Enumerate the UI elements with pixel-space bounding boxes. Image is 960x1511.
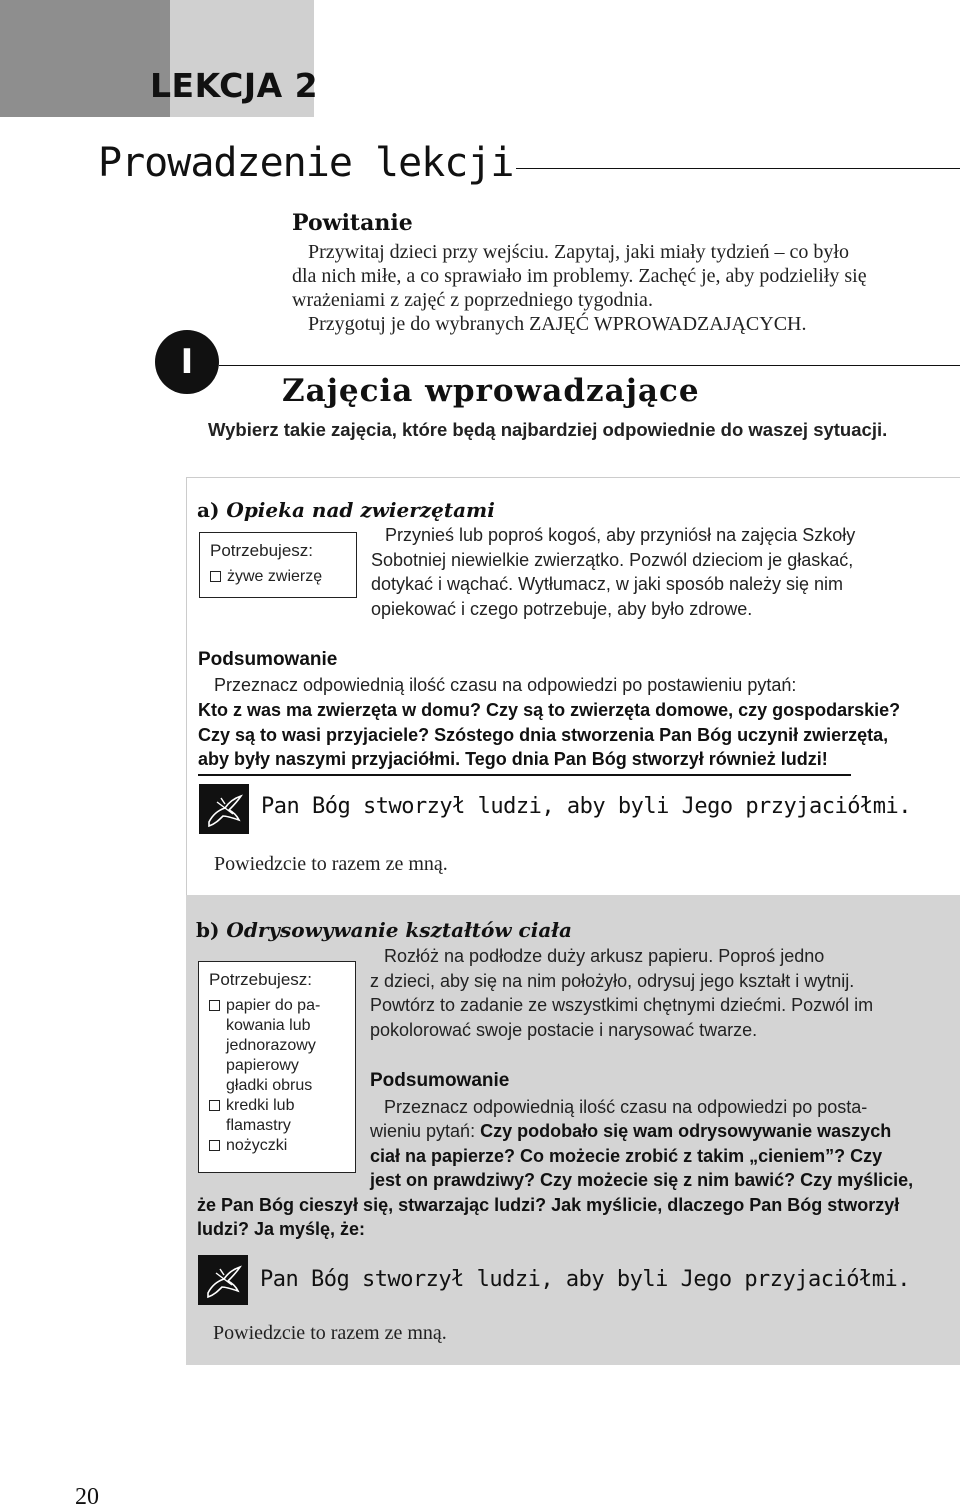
question-line: aby były naszymi przyjaciółmi. Tego dnia Pan Bóg stworzył również ludzi! [198,749,828,769]
activity-a-description [371,523,951,621]
activity-b-summary-line [370,1119,891,1144]
title-rule [516,168,960,169]
activity-a-summary-intro: Przeznacz odpowiednią ilość czasu na odpowiedzi po postawieniu pytań: [214,675,797,695]
greeting-line: dla nich miłe, a co sprawiało im problemy. Zachęć je, aby podzieliły się [292,265,867,287]
activity-a-title-text: Opieka nad zwierzętami [226,498,495,522]
activity-a-needs-box [199,532,357,598]
needs-item-label [226,1096,294,1136]
needs-item-line: flamastry [226,1117,291,1134]
needs-item [209,1096,345,1136]
activity-b-description [370,944,950,1042]
activity-b [186,895,960,1365]
description-line: Przynieś lub poproś kogoś, aby przyniósł na zajęcia Szkoły [385,525,856,545]
summary-question: Czy podobało się wam odrysowywanie waszych [480,1121,892,1141]
checkbox-icon [210,571,221,582]
activity-b-title [196,918,572,942]
activity-b-title-text: Odrysowywanie kształtów ciała [226,918,572,942]
checkbox-icon [209,1100,220,1111]
header-tab-dark [0,0,170,117]
dove-hands-icon [199,784,249,834]
section-rule [219,365,960,366]
needs-item-line: gładki obrus [226,1077,313,1094]
page-number: 20 [75,1484,99,1510]
lesson-label: LEKCJA 2 [150,66,319,105]
section-marker-label: I [180,342,194,382]
greeting-heading: Powitanie [292,210,413,236]
needs-title: Potrzebujesz: [209,970,312,989]
questions-underline [198,774,851,776]
question-line: Kto z was ma zwierzęta w domu? Czy są to zwierzęta domowe, czy gospodarskie? [198,700,901,720]
checkbox-icon [209,1000,220,1011]
description-line: Rozłóż na podłodze duży arkusz papieru. Poproś jedno [384,946,825,966]
needs-title: Potrzebujesz: [210,541,313,560]
description-line: pokolorować swoje postacie i narysować twarze. [370,1019,758,1040]
description-line: dotykać i wąchać. Wytłumacz, w jaki sposób należy się nim [371,574,844,594]
activity-b-summary-line: Przeznacz odpowiednią ilość czasu na odpowiedzi po posta- [384,1097,868,1117]
needs-item-line: papier do pa- [226,997,321,1014]
intro-heading: Zajęcia wprowadzające [282,373,700,409]
needs-item-label [226,996,320,1096]
activity-b-summary-line: ciał na papierze? Co możecie zrobić z takim „cieniem”? Czy [370,1146,883,1166]
activity-b-letter: b) [196,918,220,942]
activity-b-needs-box [198,961,356,1173]
activity-a-say-together: Powiedzcie to razem ze mną. [214,853,448,875]
checkbox-icon [209,1140,220,1151]
needs-item-line: kowania lub [226,1017,311,1034]
activity-b-memory-verse: Pan Bóg stworzył ludzi, aby byli Jego przyjaciółmi. [260,1267,911,1292]
needs-item-line: jednorazowy [226,1037,316,1054]
activity-b-summary-line: ludzi? Ja myślę, że: [197,1219,366,1239]
greeting-line: wrażeniami z zajęć z poprzedniego tygodnia. [292,289,653,311]
dove-hands-icon [198,1255,248,1305]
description-line: Sobotniej niewielkie zwierzątko. Pozwól dzieciom je głaskać, [371,549,854,570]
intro-instruction: Wybierz takie zajęcia, które będą najbardziej odpowiednie do waszej sytuacji. [208,419,888,440]
description-line: Powtórz to zadanie ze wszystkimi chętnymi dziećmi. Pozwól im [370,995,874,1015]
activity-a-title [197,498,495,522]
summary-text: wieniu pytań: [370,1121,481,1141]
greeting-text [292,240,932,336]
activity-b-summary-line: że Pan Bóg cieszył się, stwarzając ludzi? Jak myślicie, dlaczego Pan Bóg stworzył [197,1195,900,1215]
activity-a-memory-verse: Pan Bóg stworzył ludzi, aby byli Jego przyjaciółmi. [261,794,912,819]
activity-b-summary-heading: Podsumowanie [370,1070,510,1091]
greeting-line: Przygotuj je do wybranych ZAJĘĆ WPROWADZAJĄCYCH. [308,313,807,335]
question-line: Czy są to wasi przyjaciele? Szóstego dnia stworzenia Pan Bóg uczynił zwierzęta, [198,724,889,745]
needs-item-label: nożyczki [226,1137,288,1154]
needs-item [209,1136,345,1156]
activity-b-summary-line: jest on prawdziwy? Czy możecie się z nim bawić? Czy myślicie, [370,1170,914,1190]
activity-a-letter: a) [197,498,220,522]
description-line: opiekować i czego potrzebuje, aby było zdrowe. [371,598,753,619]
activity-a [186,477,960,895]
needs-item-line: kredki lub [226,1097,295,1114]
greeting-line: Przywitaj dzieci przy wejściu. Zapytaj, jaki miały tydzień – co było [308,241,849,263]
section-title: Prowadzenie lekcji [98,140,514,186]
needs-item-label: żywe zwierzę [227,568,323,585]
section-marker [155,330,219,394]
needs-item-line: papierowy [226,1057,299,1074]
activity-b-say-together: Powiedzcie to razem ze mną. [213,1322,447,1344]
needs-item [210,567,346,587]
needs-item [209,996,345,1096]
activity-a-questions [198,698,958,772]
activity-a-summary-heading: Podsumowanie [198,649,338,670]
description-line: z dzieci, aby się na nim położyło, odrysuj jego kształt i wytnij. [370,970,855,991]
